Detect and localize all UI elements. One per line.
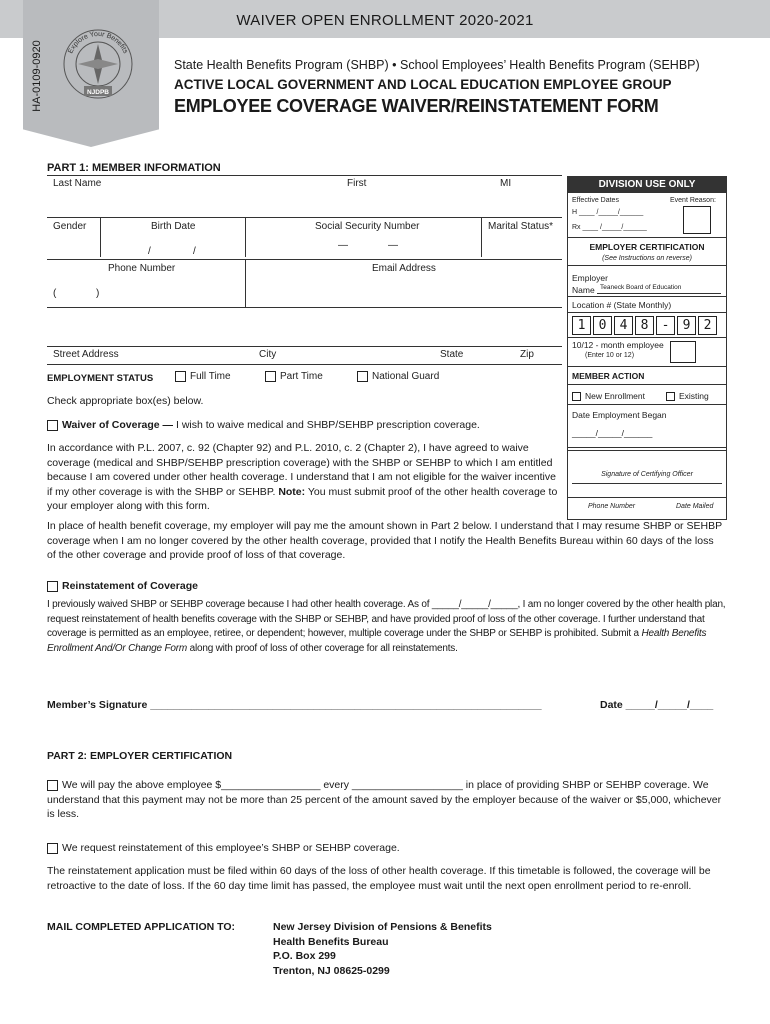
mi-label: MI	[500, 178, 512, 189]
part-time-checkbox[interactable]	[265, 371, 276, 382]
existing-label: Existing	[679, 391, 709, 401]
h-date-row[interactable]: H ____ /_____/______	[572, 209, 644, 216]
ssn-label: Social Security Number	[315, 221, 420, 232]
location-digit[interactable]: 0	[593, 316, 612, 335]
enter-10-12: (Enter 10 or 12)	[585, 352, 635, 359]
employment-date-blank[interactable]: _____/_____/______	[572, 428, 653, 438]
birth-date-slash: /	[193, 246, 196, 257]
employer-name-label: Name	[572, 285, 595, 295]
divider	[597, 293, 721, 294]
waiver-line	[47, 418, 562, 433]
divider	[47, 175, 562, 176]
location-digit[interactable]: 8	[635, 316, 654, 335]
signature-officer-label: Signature of Certifying Officer	[601, 471, 693, 478]
divider	[47, 307, 562, 308]
enrollment-form-name: Health Benefits Enrollment And/Or Change Form	[47, 628, 707, 654]
group-line: ACTIVE LOCAL GOVERNMENT AND LOCAL EDUCATION EMPLOYEE GROUP	[174, 77, 672, 92]
mail-label: MAIL COMPLETED APPLICATION TO:	[47, 921, 236, 933]
location-digit[interactable]: 9	[677, 316, 696, 335]
divider	[567, 404, 727, 405]
part1-title: PART 1: MEMBER INFORMATION	[47, 162, 221, 174]
waiver-paragraph	[47, 441, 559, 514]
divider	[47, 346, 562, 347]
divider	[567, 312, 727, 313]
form-title: EMPLOYEE COVERAGE WAIVER/REINSTATEMENT FORM	[174, 96, 659, 116]
divider	[47, 364, 562, 365]
waiver-text: I wish to waive medical and SHBP/SEHBP prescription coverage.	[173, 419, 480, 431]
month-employee-box[interactable]	[670, 341, 696, 363]
divider	[245, 217, 246, 257]
programs-line: State Health Benefits Program (SHBP) • School Employees’ Health Benefits Program (SEHBP)	[174, 58, 700, 72]
reinstate-checkbox[interactable]	[47, 843, 58, 854]
divider	[567, 337, 727, 338]
divider	[481, 217, 482, 257]
part-time-option[interactable]	[265, 371, 323, 382]
divider	[47, 259, 562, 260]
pay-statement	[47, 778, 729, 822]
national-guard-option[interactable]	[357, 371, 439, 382]
location-digit[interactable]: -	[656, 316, 675, 335]
reinstatement-text-end: along with proof of loss of other coverage for all reinstatements.	[187, 642, 458, 654]
national-guard-checkbox[interactable]	[357, 371, 368, 382]
mail-address	[273, 920, 492, 978]
divider	[567, 447, 727, 448]
phone-paren: (	[53, 288, 57, 299]
address-line: New Jersey Division of Pensions & Benefits	[273, 921, 492, 933]
city-label: City	[259, 349, 277, 360]
location-digit[interactable]: 1	[572, 316, 591, 335]
divider	[245, 259, 246, 307]
state-label: State	[440, 349, 464, 360]
divider	[567, 366, 727, 367]
event-reason-box[interactable]	[683, 206, 711, 234]
address-line: Trenton, NJ 08625-0299	[273, 964, 390, 977]
national-guard-label: National Guard	[372, 371, 440, 383]
gender-label: Gender	[53, 221, 87, 232]
phone-number-label: Phone Number	[588, 503, 636, 510]
waiver-label: Waiver of Coverage —	[62, 419, 174, 431]
employer-label: Employer	[572, 273, 608, 283]
phone-paren: )	[96, 288, 100, 299]
pay-checkbox[interactable]	[47, 780, 58, 791]
reinstatement-label: Reinstatement of Coverage	[62, 580, 198, 592]
waiver-note-label: Note:	[278, 485, 306, 498]
divider	[567, 237, 727, 238]
form-number: HA-0109-0920	[31, 40, 43, 112]
reinstatement-paragraph	[47, 598, 727, 656]
existing-checkbox[interactable]	[666, 392, 675, 401]
ten-twelve-label: 10/12 - month employee	[572, 340, 664, 350]
pay-text: We will pay the above employee $_________________ every ___________________ in place of providing SHBP or SEHBP coverage. We understand that this payment may not be more than 25 percent of the amount saved by the employer because of the waiver or $5,000, whichever is less.	[47, 779, 722, 820]
full-time-label: Full Time	[190, 371, 231, 383]
reinstate-paragraph: The reinstatement application must be filed within 60 days of the loss of other health coverage. If this timetable is followed, the coverage will be retroactive to the date of loss. If the 60 day time limit has passed, the employee must wait until the next open enrollment period to re-enroll.	[47, 865, 711, 892]
ssn-dash: —	[388, 240, 398, 251]
birth-date-slash: /	[148, 246, 151, 257]
new-enrollment-option[interactable]	[572, 391, 645, 401]
reinstatement-text: I previously waived SHBP or SEHBP coverage because I had other health coverage. As of _____/_____/_____, I am no longer covered by the other health plan, request reinstatement of health benefits coverage with the SHBP or SEHBP, and have provided proof of loss of the other coverage. I further understand that coverage is permitted as an employee, retiree, or dependent; however, multiple coverage under the SHBP or SEHBP is prohibited. Submit a	[47, 599, 726, 639]
email-label: Email Address	[372, 263, 436, 274]
new-enrollment-label: New Enrollment	[585, 391, 645, 401]
effective-dates-label: Effective Dates	[572, 197, 619, 204]
existing-option[interactable]	[666, 391, 709, 401]
njdpb-logo	[62, 28, 134, 100]
logo-text-bottom: NJDPB	[86, 89, 110, 96]
new-enrollment-checkbox[interactable]	[572, 392, 581, 401]
birth-date-label: Birth Date	[151, 221, 196, 232]
location-digit[interactable]: 2	[698, 316, 717, 335]
date-mailed-label: Date Mailed	[676, 503, 714, 510]
employer-name-value[interactable]: Teaneck Board of Education	[600, 284, 682, 291]
divider	[567, 296, 727, 297]
zip-label: Zip	[520, 349, 534, 360]
waiver-paragraph-2: In place of health benefit coverage, my employer will pay me the amount shown in Part 2 below. I understand that I may resume SHBP or SEHBP coverage when I am no longer covered by the other health coverage, provided that I notify the Health Benefits Bureau within 60 days of the loss of the other coverage and provide proof of loss of that coverage.	[47, 520, 722, 561]
event-reason-label: Event Reason:	[670, 197, 716, 204]
divider	[47, 217, 562, 218]
divider	[567, 384, 727, 385]
marital-status-label: Marital Status*	[488, 221, 554, 232]
member-date[interactable]: Date _____/_____/____	[600, 699, 714, 711]
logo-text-top: Explore Your Benefits	[67, 30, 129, 55]
full-time-option[interactable]	[175, 371, 231, 382]
divider	[567, 450, 727, 451]
first-name-label: First	[347, 178, 367, 189]
rx-date-row[interactable]: Rx ____ /_____/______	[572, 224, 647, 231]
phone-label: Phone Number	[108, 263, 176, 274]
part-time-label: Part Time	[280, 371, 323, 383]
reinstate-request	[47, 841, 400, 856]
location-label: Location # (State Monthly)	[572, 300, 672, 310]
location-digit[interactable]: 4	[614, 316, 633, 335]
location-number[interactable]	[572, 316, 717, 335]
divider	[567, 265, 727, 266]
ssn-dash: —	[338, 240, 348, 251]
member-action-label: MEMBER ACTION	[572, 371, 645, 381]
signature-line[interactable]	[572, 483, 722, 484]
street-label: Street Address	[53, 349, 119, 360]
address-line: P.O. Box 299	[273, 950, 336, 962]
full-time-checkbox[interactable]	[175, 371, 186, 382]
enrollment-title: WAIVER OPEN ENROLLMENT 2020-2021	[236, 12, 534, 29]
last-name-label: Last Name	[53, 178, 102, 189]
waiver-checkbox[interactable]	[47, 420, 58, 431]
division-title: DIVISION USE ONLY	[567, 176, 727, 193]
employer-cert-label: EMPLOYER CERTIFICATION	[589, 242, 705, 252]
check-instruction: Check appropriate box(es) below.	[47, 395, 204, 407]
waiver-note-text: You must submit proof of the other health coverage to your employer along with this form.	[47, 485, 558, 512]
employment-status-label: EMPLOYMENT STATUS	[47, 373, 154, 384]
reinstatement-line	[47, 579, 198, 594]
divider	[100, 217, 101, 257]
see-instructions: (See Instructions on reverse)	[602, 255, 692, 262]
date-employment-began: Date Employment Began	[572, 410, 667, 420]
reinstate-text: We request reinstatement of this employee’s SHBP or SEHBP coverage.	[62, 842, 400, 854]
part2-title: PART 2: EMPLOYER CERTIFICATION	[47, 750, 233, 762]
waiver-paragraph-text: In accordance with P.L. 2007, c. 92 (Chapter 92) and P.L. 2010, c. 2 (Chapter 2), I have agreed to waive coverage (medical and SHBP/SEHBP prescription coverage) with the SHBP or SEHBP to which I am entitled because I am covered under other health coverage. I understand that I am not eligible for the waiver incentive if my other coverage is with the SHBP or SEHBP.	[47, 442, 556, 498]
member-signature[interactable]: Member’s Signature ___________________________________________________________________	[47, 699, 542, 711]
divider	[567, 497, 727, 498]
address-line: Health Benefits Bureau	[273, 935, 389, 948]
reinstatement-checkbox[interactable]	[47, 581, 58, 592]
